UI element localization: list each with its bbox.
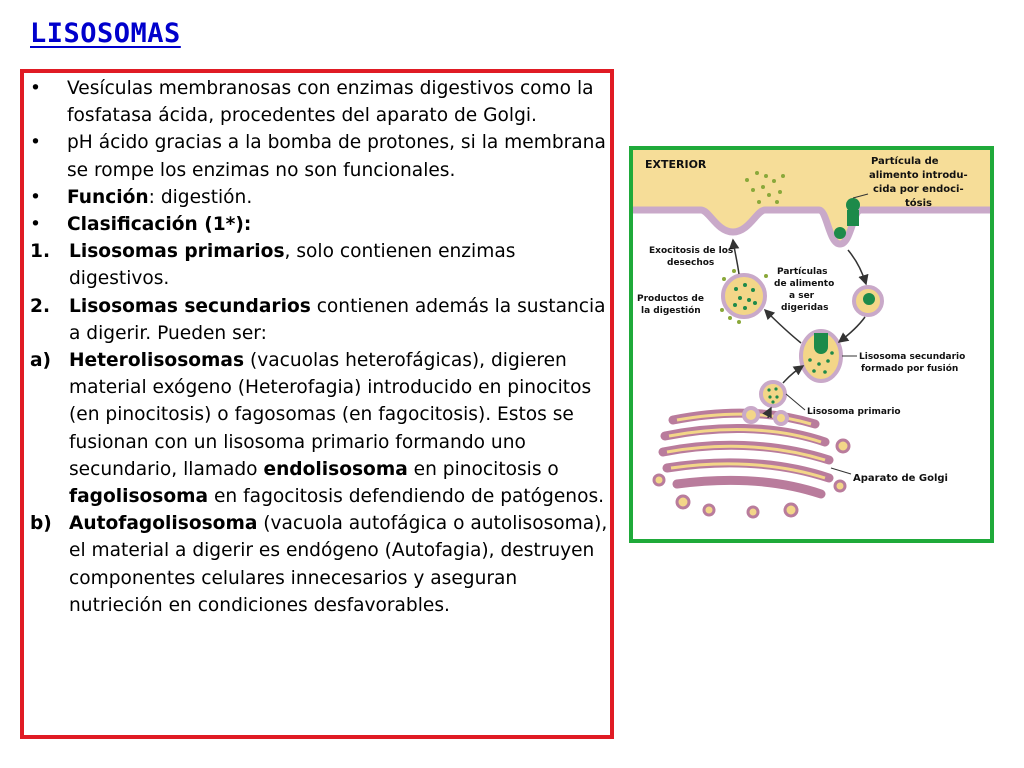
label-productos-digestion: Productos de la digestión [637, 294, 704, 316]
term-autofagolisosoma: Autofagolisosoma [69, 513, 258, 535]
term-heterolisosomas: Heterolisosomas [69, 350, 245, 372]
item-text-rest: (vacuolas heterofágicas), digieren material exógeno (Heterofagia) introducido en pinocitos (en pinocitosis) o fagosomas (en fagocitosis). Estos se fusionan con un lisosoma primario formando uno secundario, llamado [69, 350, 592, 480]
item-text [67, 184, 610, 211]
label-particula-alimento: Partícula de alimento introdu- cida por endoci- tósis [869, 156, 968, 209]
label-exocitosis: Exocitosis de los desechos [649, 246, 734, 268]
item-text-rest: : digestión. [148, 186, 253, 208]
lysosome-diagram [633, 150, 990, 539]
bullet-marker: • [30, 186, 41, 208]
plasma-membrane [633, 210, 990, 244]
item-text: pH ácido gracias a la bomba de protones, si la membrana se rompe los enzimas no son funcionales. [67, 132, 606, 181]
letter-marker: b) [30, 513, 52, 535]
list-item [30, 75, 610, 129]
item-text-rest: en fagocitosis defendiendo de patógenos. [208, 486, 605, 508]
secondary-lysosome-particle [814, 333, 828, 354]
item-text-rest: en pinocitosis o [407, 458, 559, 480]
list-item [30, 347, 610, 510]
golgi-apparatus [654, 408, 849, 517]
arrow-endocytosis [848, 250, 866, 284]
list-item [30, 184, 610, 211]
bullet-marker: • [30, 78, 41, 99]
digestion-vesicle [723, 275, 765, 317]
item-text: Vesículas membranosas con enzimas digestivos como la fosfatasa ácida, procedentes del aparato de Golgi. [67, 78, 594, 127]
food-particle-outside [846, 198, 860, 226]
list-item [30, 293, 610, 347]
number-marker: 2. [30, 295, 51, 317]
item-text [69, 347, 610, 510]
arrow-to-digestion [765, 310, 801, 343]
text-content [30, 75, 610, 619]
term-lisosomas-secundarios: Lisosomas secundarios [69, 295, 311, 317]
particle-in-pit [834, 227, 846, 239]
label-particulas-digerir: Partículas de alimento a ser digeridas [774, 267, 835, 313]
bullet-marker: • [30, 132, 41, 154]
item-text [69, 238, 610, 292]
item-text-rest: contienen además la sustancia a digerir. Pueden ser: [69, 295, 606, 344]
list-item [30, 510, 610, 619]
list-item [30, 129, 610, 183]
term-fagolisosoma: fagolisosoma [69, 486, 209, 508]
arrow-fusion [839, 317, 865, 342]
number-marker: 1. [30, 241, 51, 263]
label-lisosoma-secundario: Lisosoma secundario formado por fusión [859, 352, 966, 374]
term-clasificacion: Clasificación (1*): [67, 214, 252, 236]
item-text [69, 293, 610, 347]
vesicle-particle [863, 293, 875, 305]
item-text [69, 510, 610, 619]
item-text-rest: , solo contienen enzimas digestivos. [69, 241, 516, 290]
page-title: LISOSOMAS [30, 18, 181, 49]
label-aparato-golgi: Aparato de Golgi [853, 473, 948, 484]
bullet-marker: • [30, 214, 41, 236]
list-item [30, 211, 610, 238]
label-exterior: EXTERIOR [645, 158, 707, 171]
arrow-primary-to-secondary [783, 366, 803, 383]
term-lisosomas-primarios: Lisosomas primarios [69, 241, 285, 263]
term-endolisosoma: endolisosoma [263, 458, 408, 480]
label-lisosoma-primario: Lisosoma primario [807, 407, 901, 417]
letter-marker: a) [30, 350, 52, 372]
list-item [30, 238, 610, 292]
item-text-rest: (vacuola autofágica o autolisosoma), el material a digerir es endógeno (Autofagia), destruyen componentes celulares innecesarios y aseguran nutrieción en condiciones desfavorables. [69, 513, 608, 616]
term-funcion: Función [67, 186, 149, 208]
